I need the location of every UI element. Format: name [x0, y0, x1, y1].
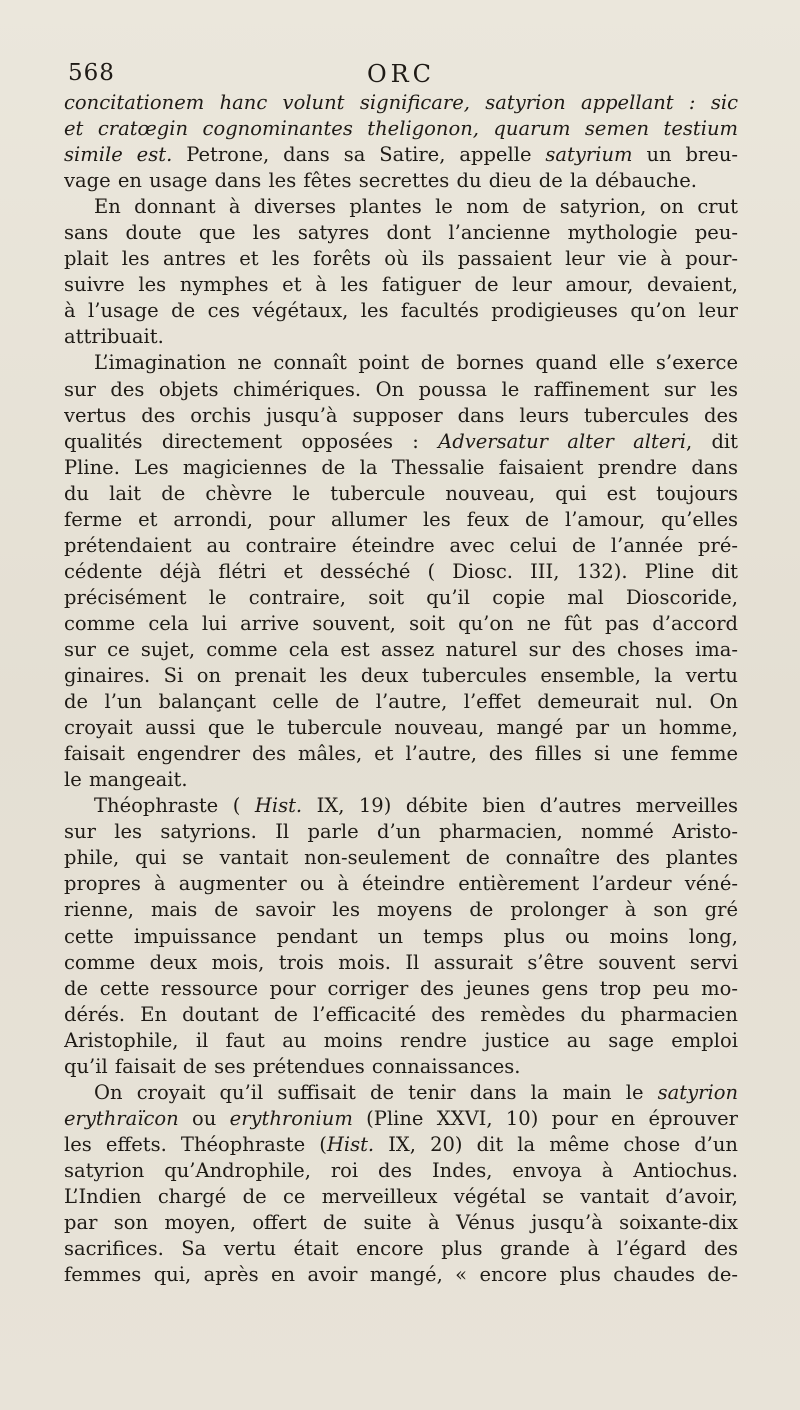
page-header	[64, 58, 738, 92]
text-line	[64, 715, 738, 741]
text-line	[64, 1028, 738, 1054]
text-segment: sur ce sujet, comme cela est assez naturel sur des choses ima-	[64, 637, 738, 661]
text-segment: faisait engendrer des mâles, et l’autre, des filles si une femme	[64, 742, 738, 766]
text-segment: propres à augmenter ou à éteindre entièrement l’ardeur véné-	[64, 872, 738, 896]
text-segment: par son moyen, offert de suite à Vénus jusqu’à soixante-dix	[64, 1211, 738, 1235]
text-line	[64, 741, 738, 767]
text-line	[64, 220, 738, 246]
text-segment: attribuait.	[64, 325, 164, 349]
text-segment: femmes qui, après en avoir mangé, « encore plus chaudes de-	[64, 1263, 738, 1287]
text-line	[64, 507, 738, 533]
text-segment: plait les antres et les forêts où ils passaient leur vie à pour-	[64, 247, 738, 271]
text-segment: cédente déjà flétri et desséché ( Diosc. III, 132). Pline dit	[64, 559, 738, 583]
text-line	[64, 1132, 738, 1158]
text-line	[64, 194, 738, 220]
italic-text: Hist.	[326, 1132, 375, 1156]
text-line	[64, 350, 738, 376]
text-line	[64, 637, 738, 663]
text-segment: Théophraste (	[94, 794, 255, 818]
text-segment: L’Indien chargé de ce merveilleux végétal se vantait d’avoir,	[64, 1184, 738, 1208]
text-segment: Petrone, dans sa Satire, appelle	[172, 143, 546, 167]
text-segment: ou	[178, 1106, 230, 1130]
text-line	[64, 377, 738, 403]
text-segment: du lait de chèvre le tubercule nouveau, qui est toujours	[64, 481, 738, 505]
italic-text: simile est.	[64, 143, 173, 167]
text-segment: IX, 20) dit la même chose d’un	[374, 1132, 738, 1156]
text-line	[64, 559, 738, 585]
text-segment: Pline. Les magiciennes de la Thessalie faisaient prendre dans	[64, 455, 738, 479]
text-segment: sur des objets chimériques. On poussa le raffinement sur les	[64, 377, 738, 401]
text-segment: L’imagination ne connaît point de bornes quand elle s’exerce	[94, 351, 738, 375]
page-number: 568	[68, 60, 115, 86]
text-segment: cette impuissance pendant un temps plus ou moins long,	[64, 924, 738, 948]
text-segment: les effets. Théophraste (	[64, 1132, 327, 1156]
text-segment: phile, qui se vantait non-seulement de connaître des plantes	[64, 846, 738, 870]
text-line	[64, 168, 738, 194]
text-line	[64, 90, 738, 116]
text-segment: sur les satyrions. Il parle d’un pharmacien, nommé Aristo-	[64, 820, 738, 844]
text-line	[64, 324, 738, 350]
text-segment: qu’il faisait de ses prétendues connaissances.	[64, 1054, 521, 1078]
text-segment: ferme et arrondi, pour allumer les feux de l’amour, qu’elles	[64, 507, 738, 531]
text-line	[64, 1080, 738, 1106]
text-segment: vage en usage dans les fêtes secrettes du dieu de la débauche.	[64, 169, 697, 193]
text-line	[64, 845, 738, 871]
italic-text: Hist.	[254, 794, 303, 818]
italic-text: erythraïcon	[64, 1106, 179, 1130]
text-line	[64, 871, 738, 897]
text-segment: à l’usage de ces végétaux, les facultés prodigieuses qu’on leur	[64, 299, 738, 323]
text-segment: rienne, mais de savoir les moyens de prolonger à son gré	[64, 898, 738, 922]
text-segment: vertus des orchis jusqu’à supposer dans leurs tubercules des	[64, 403, 738, 427]
text-line	[64, 1054, 738, 1080]
text-line	[64, 976, 738, 1002]
text-segment: IX, 19) débite bien d’autres merveilles	[302, 794, 738, 818]
text-segment: On croyait qu’il suffisait de tenir dans la main le	[94, 1080, 658, 1104]
italic-text: et cratœgin cognominantes theligonon, quarum semen testium	[64, 117, 738, 141]
text-line	[64, 272, 738, 298]
text-segment: prétendaient au contraire éteindre avec celui de l’année pré-	[64, 533, 738, 557]
text-line	[64, 142, 738, 168]
text-segment: sacrifices. Sa vertu était encore plus grande à l’égard des	[64, 1237, 738, 1261]
text-line	[64, 793, 738, 819]
italic-text: Adversatur alter alteri	[438, 429, 686, 453]
text-segment: Aristophile, il faut au moins rendre justice au sage emploi	[64, 1028, 738, 1052]
text-line	[64, 1106, 738, 1132]
text-line	[64, 611, 738, 637]
text-segment: comme cela lui arrive souvent, soit qu’on ne fût pas d’accord	[64, 611, 738, 635]
text-segment: croyait aussi que le tubercule nouveau, mangé par un homme,	[64, 716, 738, 740]
text-line	[64, 481, 738, 507]
text-line	[64, 897, 738, 923]
text-segment: le mangeait.	[64, 768, 188, 792]
text-segment: suivre les nymphes et à les fatiguer de leur amour, devaient,	[64, 273, 738, 297]
text-segment: de l’un balançant celle de l’autre, l’effet demeurait nul. On	[64, 690, 738, 714]
text-line	[64, 533, 738, 559]
text-segment: ginaires. Si on prenait les deux tubercules ensemble, la vertu	[64, 664, 738, 688]
text-line	[64, 689, 738, 715]
italic-text: concitationem hanc volunt significare, satyrion appellant : sic	[64, 91, 738, 114]
text-segment: En donnant à diverses plantes le nom de satyrion, on crut	[94, 195, 738, 219]
text-line	[64, 1002, 738, 1028]
text-line	[64, 924, 738, 950]
text-line	[64, 429, 738, 455]
text-segment: un breu-	[632, 143, 738, 167]
text-segment: comme deux mois, trois mois. Il assurait s’être souvent servi	[64, 950, 738, 974]
text-line	[64, 767, 738, 793]
text-line	[64, 663, 738, 689]
text-line	[64, 298, 738, 324]
text-line	[64, 116, 738, 142]
text-line	[64, 950, 738, 976]
text-segment: (Pline XXVI, 10) pour en éprouver	[352, 1106, 738, 1130]
running-head: ORC	[366, 60, 436, 88]
italic-text: satyrion	[657, 1080, 738, 1104]
text-line	[64, 585, 738, 611]
text-line	[64, 1158, 738, 1184]
text-line	[64, 1236, 738, 1262]
text-line	[64, 403, 738, 429]
italic-text: satyrium	[545, 143, 633, 167]
text-line	[64, 246, 738, 272]
text-line	[64, 1262, 738, 1288]
text-line	[64, 1210, 738, 1236]
italic-text: erythronium	[229, 1106, 353, 1130]
text-line	[64, 1184, 738, 1210]
text-segment: qualités directement opposées :	[64, 429, 439, 453]
text-segment: sans doute que les satyres dont l’ancienne mythologie peu-	[64, 221, 738, 245]
text-segment: satyrion qu’Androphile, roi des Indes, envoya à Antiochus.	[64, 1158, 738, 1182]
text-line	[64, 819, 738, 845]
body-text	[64, 90, 738, 1288]
text-segment: de cette ressource pour corriger des jeunes gens trop peu mo-	[64, 976, 738, 1000]
text-segment: dérés. En doutant de l’efficacité des remèdes du pharmacien	[64, 1002, 738, 1026]
text-segment: , dit	[685, 429, 738, 453]
text-segment: précisément le contraire, soit qu’il copie mal Dioscoride,	[64, 585, 738, 609]
text-line	[64, 455, 738, 481]
